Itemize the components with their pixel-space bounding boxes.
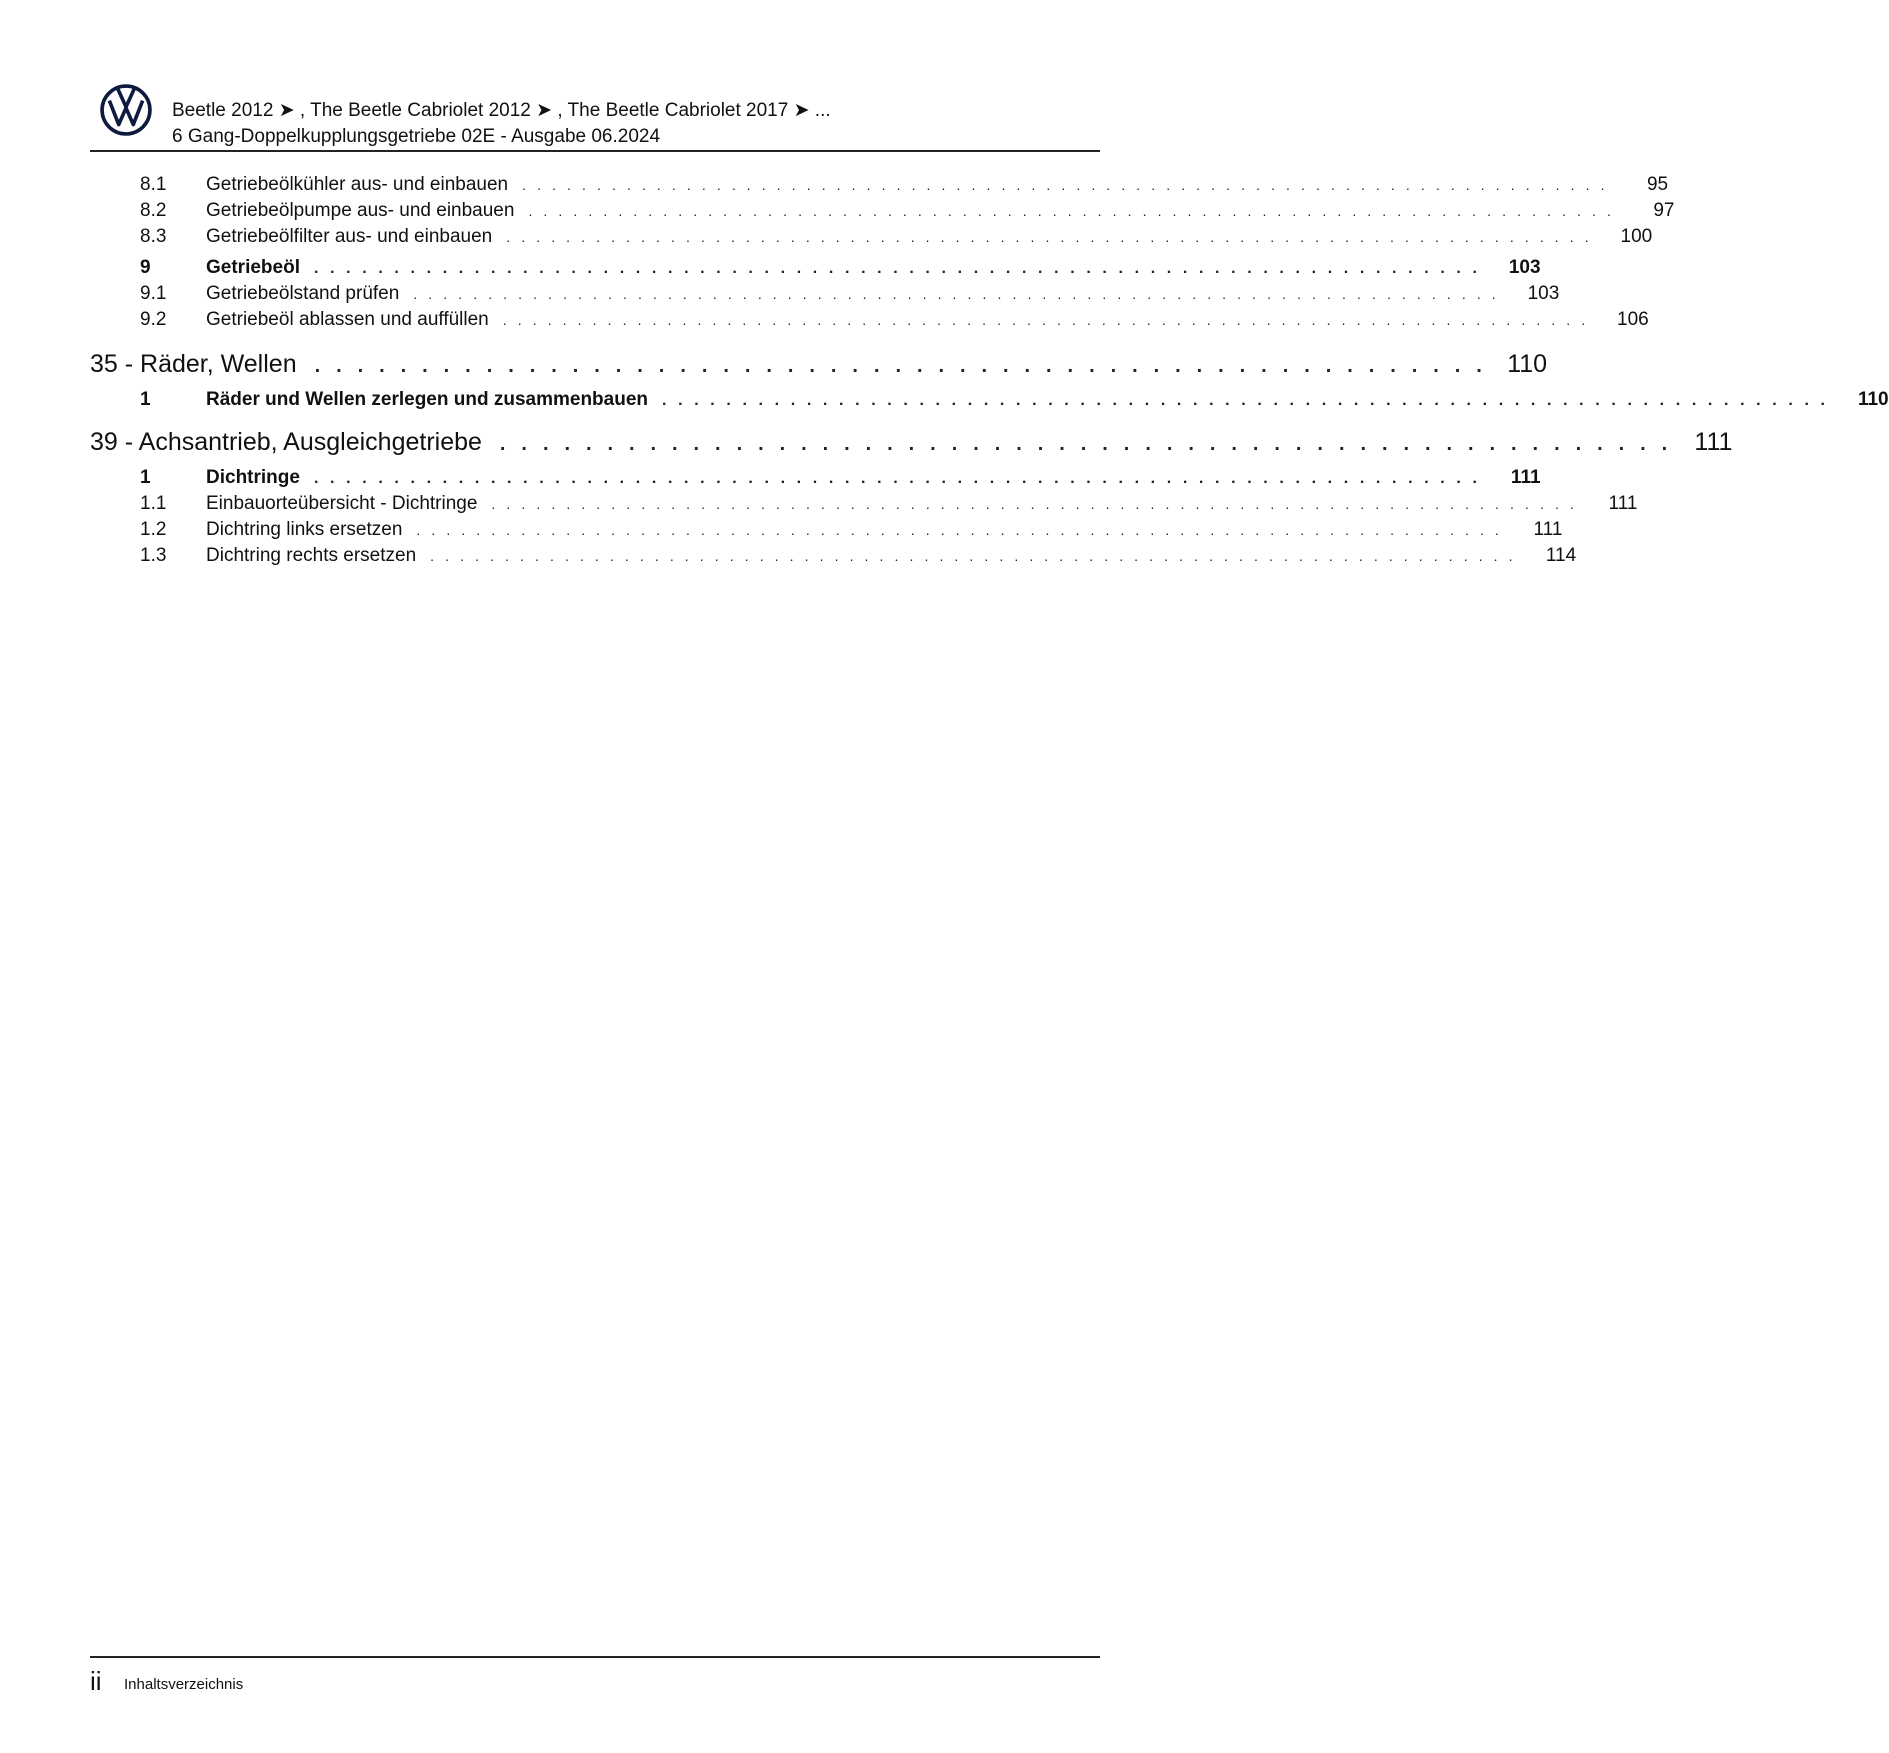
toc-entry-number: 1 [140,389,151,410]
leader-dots: . . . . . . . . . . . . . . . . . . . . . . . . . . . . . . . . . . . . . . . . . . . . . . . . . . . . . . . . . . . . . . . . . . . . . . . . . [416,522,1503,538]
vw-logo-icon [100,84,152,136]
leader-dots: . . . . . . . . . . . . . . . . . . . . . . . . . . . . . . . . . . . . . . . . . . . . . . . . . . . . . . . . . . . . . . . . . . . . . . . . . [313,260,1481,277]
toc-entry-title: Getriebeölfilter aus- und einbauen [206,226,493,247]
page-header [0,0,1240,160]
toc-entry-number: 1.1 [140,493,167,514]
toc-entry-number: 9.1 [140,283,167,304]
toc-entry-number: 8.2 [140,200,167,221]
toc-entry[interactable] [90,200,1675,222]
toc-entry-number: 8.1 [140,174,167,195]
leader-dots: . . . . . . . . . . . . . . . . . . . . . . . . . . . . . . . . . . . . . . . . . . . . . . . . . . . . . . . . . . . . . . . . . . . . . . . . . [528,203,1615,219]
toc-entry-page: 111 [1608,493,1638,514]
leader-dots: . . . . . . . . . . . . . . . . . . . . . . . . . . . . . . . . . . . . . . . . . . . . . . . . . . . . . . . . . . . . . . . . . . . . . . . . . [522,177,1609,193]
toc-entry-number: 1.3 [140,545,167,566]
leader-dots: . . . . . . . . . . . . . . . . . . . . . . . . . . . . . . . . . . . . . . . . . . . . . . . . . . . . . . . [499,433,1673,455]
leader-dots: . . . . . . . . . . . . . . . . . . . . . . . . . . . . . . . . . . . . . . . . . . . . . . . . . . . . . . . . . . . . . . . . . . . . . . . . . [491,496,1578,512]
toc-chapter[interactable] [90,350,1548,379]
toc-entry-title: Getriebeölkühler aus- und einbauen [206,174,509,195]
toc-entry-page: 103 [1508,257,1541,278]
leader-dots: . . . . . . . . . . . . . . . . . . . . . . . . . . . . . . . . . . . . . . . . . . . . . . . . . . . . . . . . . . . . . . . . . . . . . . . . . [313,470,1481,487]
leader-dots: . . . . . . . . . . . . . . . . . . . . . . . . . . . . . . . . . . . . . . . . . . . . . . . . . . . . . . . . . . . . . . . . . . . . . . . . . [662,392,1829,409]
toc-entry-page: 111 [1533,519,1563,540]
leader-dots: . . . . . . . . . . . . . . . . . . . . . . . . . . . . . . . . . . . . . . . . . . . . . . . . . . . . . . . . . . . . . . . . . . . . . . . . . [506,229,1593,245]
toc-entry-page: 95 [1646,174,1669,195]
header-divider [90,150,1100,152]
toc-entry[interactable] [90,389,1889,411]
toc-entry-page: 97 [1653,200,1675,221]
leader-dots: . . . . . . . . . . . . . . . . . . . . . . . . . . . . . . . . . . . . . . . . . . . . . . . . . . . . . . . [314,355,1488,377]
toc-entry-title: Räder und Wellen zerlegen und zusammenbauen [206,389,649,410]
toc-entry-title: Getriebeölpumpe aus- und einbauen [206,200,515,221]
toc-entry-page: 103 [1527,283,1560,304]
toc-entry-number: 1.2 [140,519,167,540]
leader-dots: . . . . . . . . . . . . . . . . . . . . . . . . . . . . . . . . . . . . . . . . . . . . . . . . . . . . . . . . . . . . . . . . . . . . . . . . . [502,312,1589,328]
toc-entry[interactable] [90,226,1653,248]
toc-chapter-page: 110 [1507,350,1548,378]
toc-entry[interactable] [90,467,1541,489]
toc-chapter-title: 35 - Räder, Wellen [90,350,297,378]
toc-entry-title: Getriebeöl ablassen und auffüllen [206,309,489,330]
toc-entry-title: Getriebeölstand prüfen [206,283,400,304]
toc-entry-number: 1 [140,467,151,488]
toc-entry[interactable] [90,257,1541,279]
toc-entry-number: 9.2 [140,309,167,330]
toc-entry-page: 106 [1617,309,1649,330]
toc-chapter-page: 111 [1694,428,1733,456]
toc-entry[interactable] [90,283,1560,305]
toc-entry-title: Einbauorteübersicht - Dichtringe [206,493,478,514]
leader-dots: . . . . . . . . . . . . . . . . . . . . . . . . . . . . . . . . . . . . . . . . . . . . . . . . . . . . . . . . . . . . . . . . . . . . . . . . . [413,286,1500,302]
toc-entry-page: 100 [1620,226,1653,247]
toc-entry-page: 110 [1857,389,1889,410]
toc-entry-title: Dichtringe [206,467,300,488]
toc-entry-page: 114 [1545,545,1577,566]
toc-entry[interactable] [90,545,1577,567]
toc-entry-number: 8.3 [140,226,167,247]
toc-entry-title: Getriebeöl [206,257,300,278]
toc-entry-title: Dichtring rechts ersetzen [206,545,417,566]
document-title: Beetle 2012 ➤ , The Beetle Cabriolet 2012 ➤ , The Beetle Cabriolet 2017 ➤ ... [172,100,831,121]
toc-entry[interactable] [90,493,1638,515]
toc-entry[interactable] [90,519,1563,541]
toc-entry-page: 111 [1510,467,1541,488]
footer-section-label: Inhaltsverzeichnis [124,1676,244,1693]
toc-chapter[interactable] [90,428,1733,457]
footer-page-number: ii [90,1666,102,1696]
document-subtitle: 6 Gang-Doppelkupplungsgetriebe 02E - Ausgabe 06.2024 [172,126,661,147]
toc-entry[interactable] [90,174,1669,196]
footer-divider [90,1656,1100,1658]
toc-chapter-title: 39 - Achsantrieb, Ausgleichgetriebe [90,428,482,456]
toc-entry[interactable] [90,309,1649,331]
toc-entry-number: 9 [140,257,151,278]
toc-entry-title: Dichtring links ersetzen [206,519,403,540]
leader-dots: . . . . . . . . . . . . . . . . . . . . . . . . . . . . . . . . . . . . . . . . . . . . . . . . . . . . . . . . . . . . . . . . . . . . . . . . . [430,548,1517,564]
